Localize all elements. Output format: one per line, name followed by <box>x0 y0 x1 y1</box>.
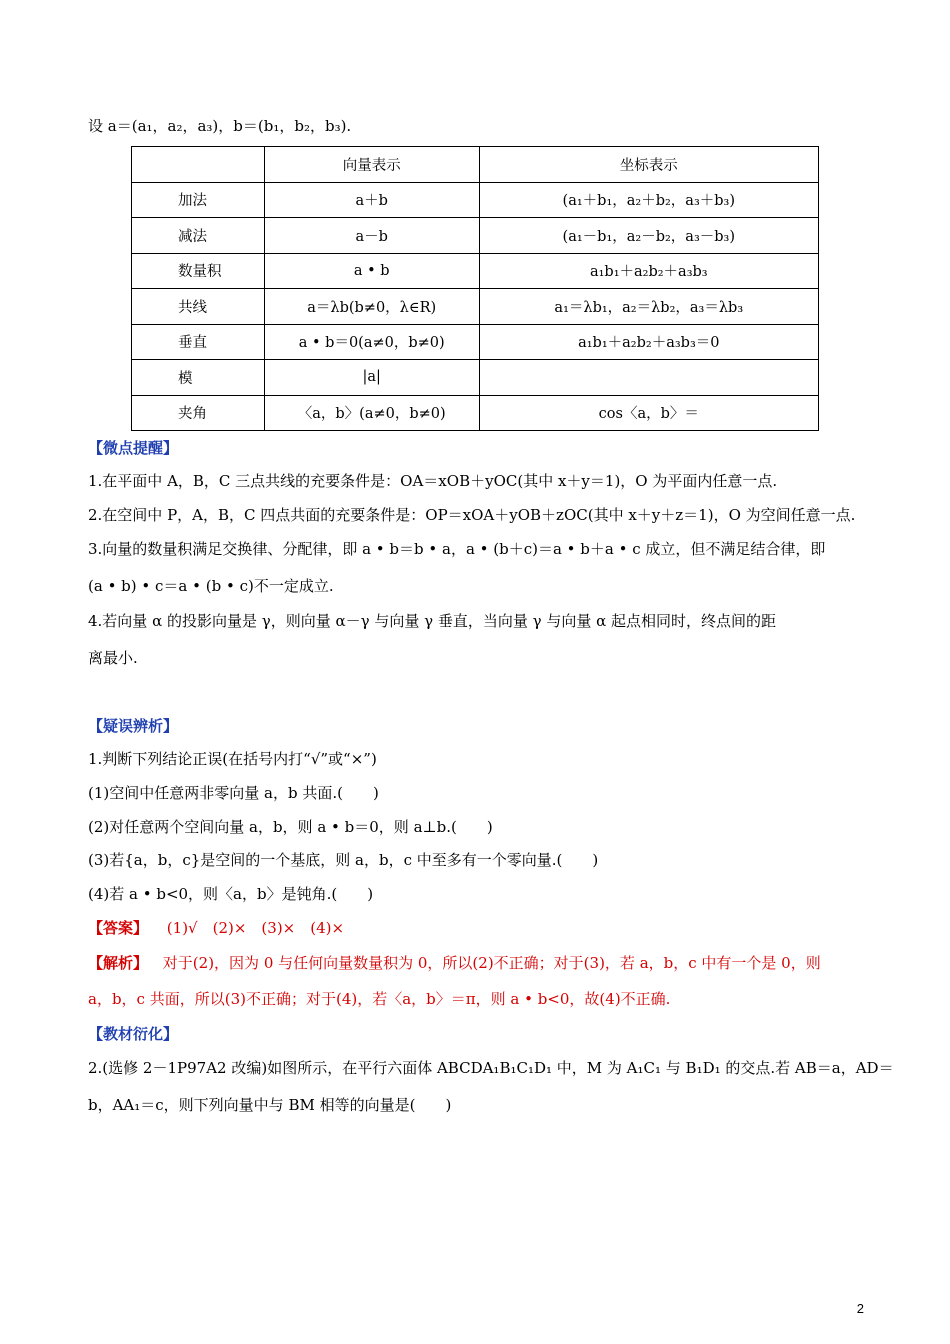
header-cell: 坐标表示 <box>479 147 818 183</box>
table-row <box>132 182 819 218</box>
coordinate-cell: (a₁－b₁，a₂－b₂，a₃－b₃) <box>479 218 818 254</box>
coordinate-cell: a₁b₁＋a₂b₂＋a₃b₃ <box>479 253 818 289</box>
answer-text: (1)√ (2)× (3)× (4)× <box>166 919 345 937</box>
analysis-line <box>88 953 868 973</box>
vector-cell: a • b＝0(a≠0，b≠0) <box>264 324 479 360</box>
answer-line <box>88 918 868 938</box>
coordinate-cell: cos〈a，b〉＝ <box>479 395 818 431</box>
coordinate-cell: a₁＝λb₁，a₂＝λb₂，a₃＝λb₃ <box>479 289 818 325</box>
analysis-text-continued: a，b，c 共面，所以(3)不正确；对于(4)，若〈a，b〉＝π，则 a • b<0，故(4)不正确. <box>88 990 671 1008</box>
table-header-row <box>132 147 819 183</box>
table-row <box>132 253 819 289</box>
tips-heading: 【微点提醒】 <box>88 439 179 457</box>
analysis-text: 对于(2)，因为 0 与任何向量数量积为 0，所以(2)不正确；对于(3)，若 a，b，c 中有一个是 0，则 <box>162 954 821 972</box>
vector-cell: a • b <box>264 253 479 289</box>
statement-item: (4)若 a • b<0，则〈a，b〉是钝角.( ) <box>88 885 374 903</box>
table-row <box>132 360 819 396</box>
row-label: 减法 <box>132 218 265 254</box>
header-cell <box>132 147 265 183</box>
page-number: 2 <box>856 1301 864 1316</box>
coordinate-cell: (a₁＋b₁，a₂＋b₂，a₃＋b₃) <box>479 182 818 218</box>
vector-cell: a＝λb(b≠0，λ∈R) <box>264 289 479 325</box>
statement-item: (3)若{a，b，c}是空间的一个基底，则 a，b，c 中至多有一个零向量.( ) <box>88 851 599 869</box>
row-label: 模 <box>132 360 265 396</box>
errors-intro: 1.判断下列结论正误(在括号内打“√”或“×”) <box>88 750 377 768</box>
tip-item: 离最小. <box>88 649 138 667</box>
coordinate-cell: a₁b₁＋a₂b₂＋a₃b₃＝0 <box>479 324 818 360</box>
textbook-heading: 【教材衍化】 <box>88 1025 179 1043</box>
tip-item: 2.在空间中 P，A，B，C 四点共面的充要条件是：OP＝xOA＋yOB＋zOC(其中 x＋y＋z＝1)，O 为空间任意一点. <box>88 506 856 524</box>
vector-cell: a－b <box>264 218 479 254</box>
tip-item: (a • b) • c＝a • (b • c)不一定成立. <box>88 577 334 595</box>
header-cell: 向量表示 <box>264 147 479 183</box>
table-row <box>132 218 819 254</box>
answer-label: 【答案】 <box>88 919 149 937</box>
row-label: 夹角 <box>132 395 265 431</box>
textbook-question: 2.(选修 2－1P97A2 改编)如图所示，在平行六面体 ABCDA₁B₁C₁D₁ 中，M 为 A₁C₁ 与 B₁D₁ 的交点.若 AB＝a，AD＝ <box>88 1059 894 1077</box>
intro-text: 设 a＝(a₁，a₂，a₃)，b＝(b₁，b₂，b₃). <box>88 117 352 135</box>
vector-coordinate-table <box>131 146 819 431</box>
vector-cell: 〈a，b〉(a≠0，b≠0) <box>264 395 479 431</box>
tip-item: 4.若向量 α 的投影向量是 γ，则向量 α－γ 与向量 γ 垂直，当向量 γ 与向量 α 起点相同时，终点间的距 <box>88 612 777 630</box>
tip-item: 3.向量的数量积满足交换律、分配律，即 a • b＝b • a，a • (b＋c)＝a • b＋a • c 成立，但不满足结合律，即 <box>88 540 826 558</box>
vector-cell: a＋b <box>264 182 479 218</box>
analysis-label: 【解析】 <box>88 954 149 972</box>
row-label: 共线 <box>132 289 265 325</box>
tip-item: 1.在平面中 A，B，C 三点共线的充要条件是：OA＝xOB＋yOC(其中 x＋y＝1)，O 为平面内任意一点. <box>88 472 778 490</box>
table-row <box>132 289 819 325</box>
statement-item: (1)空间中任意两非零向量 a，b 共面.( ) <box>88 784 379 802</box>
table-row <box>132 324 819 360</box>
statement-item: (2)对任意两个空间向量 a，b，则 a • b＝0，则 a⊥b.( ) <box>88 818 493 836</box>
vector-cell: |a| <box>264 360 479 396</box>
row-label: 垂直 <box>132 324 265 360</box>
row-label: 数量积 <box>132 253 265 289</box>
textbook-question-continued: b，AA₁＝c，则下列向量中与 BM 相等的向量是( ) <box>88 1096 452 1114</box>
coordinate-cell <box>479 360 818 396</box>
table-row <box>132 395 819 431</box>
row-label: 加法 <box>132 182 265 218</box>
errors-heading: 【疑误辨析】 <box>88 717 179 735</box>
